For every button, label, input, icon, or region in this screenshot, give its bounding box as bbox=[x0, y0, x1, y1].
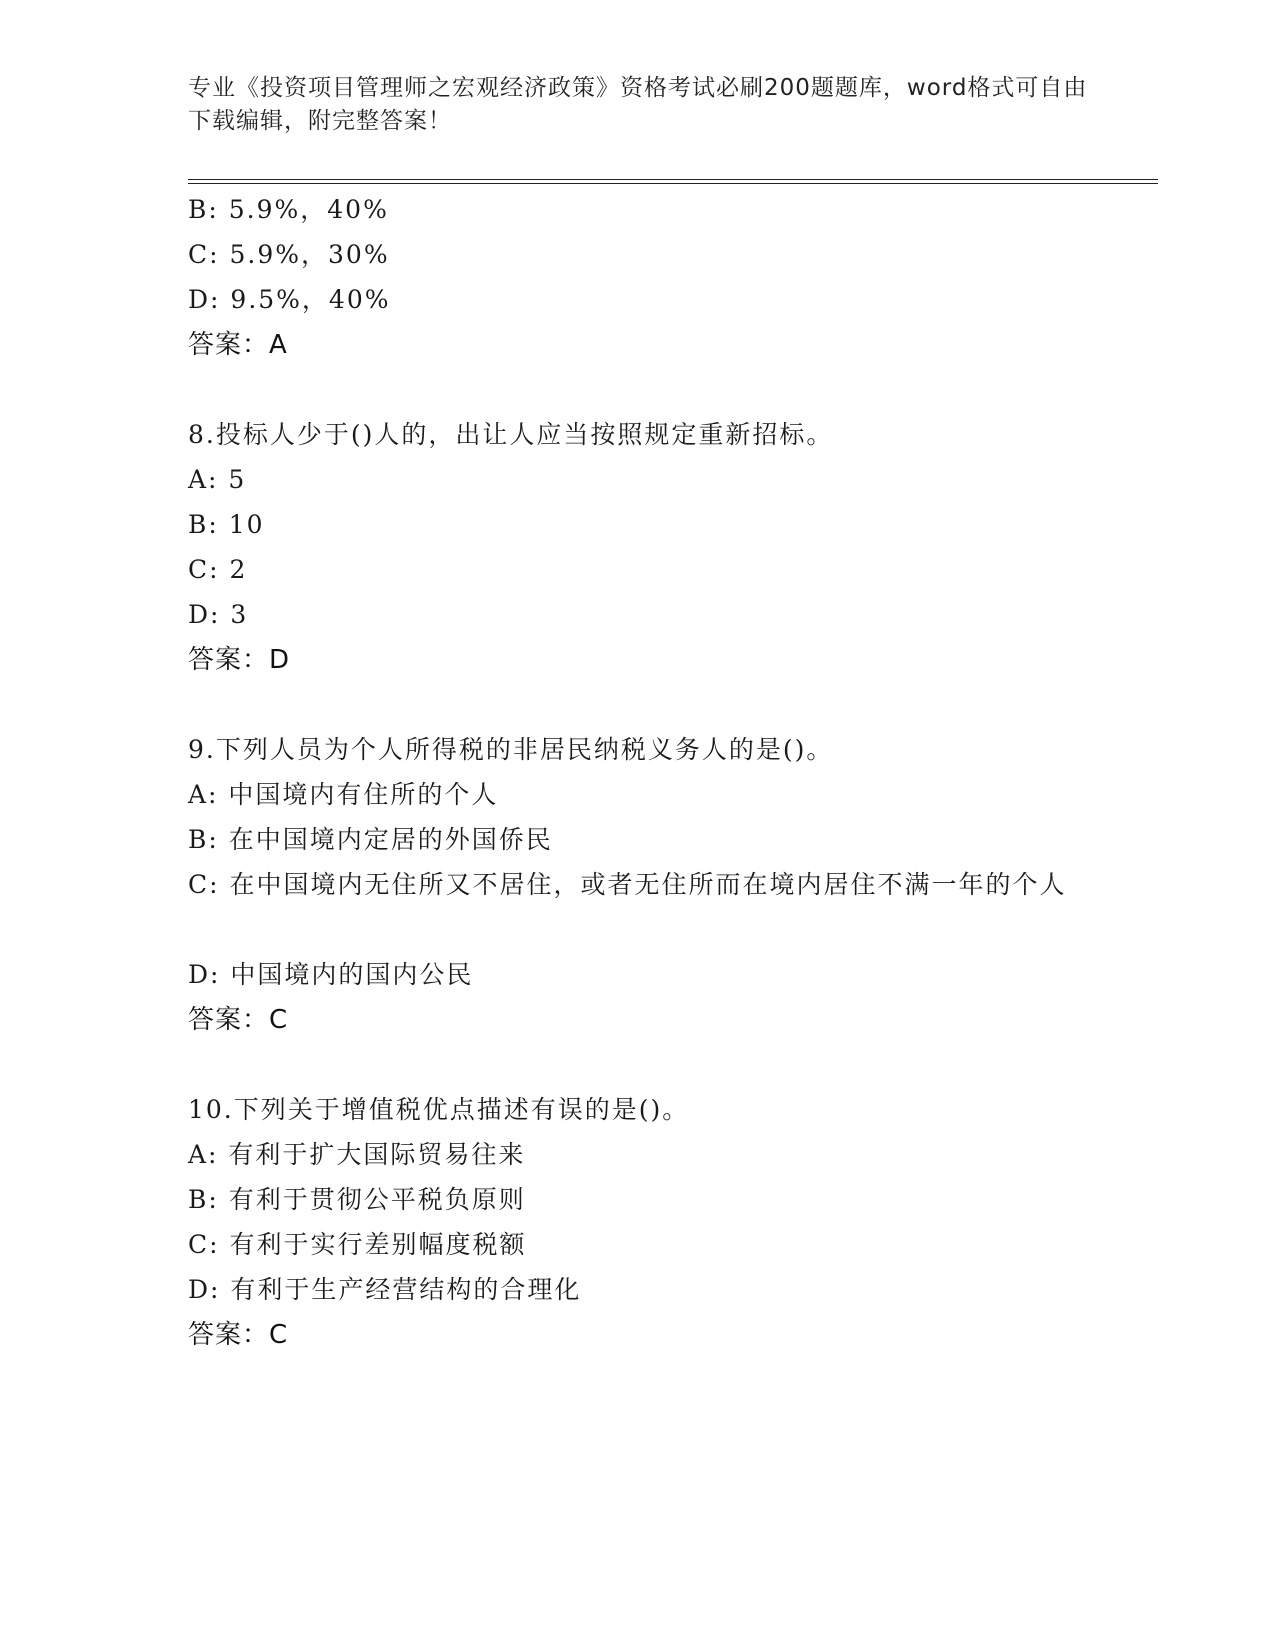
q10-option-b: B: 有利于贯彻公平税负原则 bbox=[188, 1185, 526, 1214]
q7-option-d: D: 9.5%，40% bbox=[188, 285, 391, 314]
q9-answer: 答案：C bbox=[188, 1005, 289, 1035]
q9-option-d: D: 中国境内的国内公民 bbox=[188, 960, 474, 989]
document-title: 专业《投资项目管理师之宏观经济政策》资格考试必刷200题题库，word格式可自由下载编辑，附完整答案！ bbox=[188, 75, 1088, 134]
q10-option-c: C: 有利于实行差别幅度税额 bbox=[188, 1230, 527, 1259]
q9-option-c: C: 在中国境内无住所又不居住，或者无住所而在境内居住不满一年的个人 bbox=[188, 870, 1067, 899]
header-divider-bottom bbox=[188, 183, 1158, 184]
q8-option-c: C: 2 bbox=[188, 555, 248, 584]
q10-answer: 答案：C bbox=[188, 1320, 289, 1350]
q9-option-b: B: 在中国境内定居的外国侨民 bbox=[188, 825, 553, 854]
q10-question: 10.下列关于增值税优点描述有误的是()。 bbox=[188, 1095, 690, 1124]
q10-option-a: A: 有利于扩大国际贸易往来 bbox=[188, 1140, 526, 1169]
q8-option-b: B: 10 bbox=[188, 510, 265, 539]
q10-option-d: D: 有利于生产经营结构的合理化 bbox=[188, 1275, 582, 1304]
q8-option-a: A: 5 bbox=[188, 465, 247, 494]
q9-question: 9.下列人员为个人所得税的非居民纳税义务人的是()。 bbox=[188, 735, 834, 764]
q8-answer: 答案：D bbox=[188, 645, 291, 675]
q9-option-a: A: 中国境内有住所的个人 bbox=[188, 780, 499, 809]
q8-option-d: D: 3 bbox=[188, 600, 249, 629]
header-divider-top bbox=[188, 179, 1158, 180]
q7-answer: 答案：A bbox=[188, 330, 288, 360]
q8-question: 8.投标人少于()人的，出让人应当按照规定重新招标。 bbox=[188, 420, 834, 449]
q7-option-b: B: 5.9%，40% bbox=[188, 195, 389, 224]
q7-option-c: C: 5.9%，30% bbox=[188, 240, 390, 269]
